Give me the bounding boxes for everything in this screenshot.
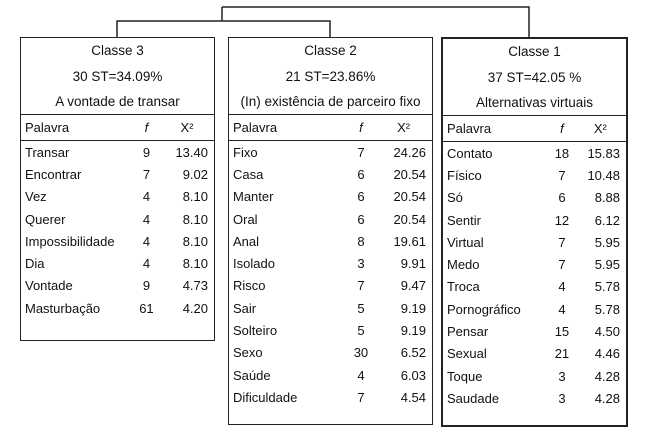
- word-cell: Masturbação: [25, 300, 101, 316]
- word-cell: Sair: [233, 300, 257, 316]
- col-header-f: f: [549, 116, 575, 142]
- word-cell: Fixo: [233, 144, 258, 160]
- table-row: [21, 208, 214, 230]
- chi-square-cell: 13.40: [175, 144, 208, 160]
- chi-square-cell: 4.46: [594, 346, 620, 362]
- table-row: [21, 163, 214, 185]
- frequency-cell: 3: [558, 390, 566, 406]
- word-cell: Sexual: [447, 346, 487, 362]
- chi-square-cell: 9.02: [182, 166, 208, 182]
- class-1-table: [443, 116, 626, 410]
- word-cell: Manter: [233, 189, 274, 205]
- chi-square-cell: 4.28: [594, 390, 620, 406]
- word-cell: Oral: [233, 211, 258, 227]
- chi-square-cell: 4.73: [182, 278, 208, 294]
- chi-square-cell: 19.61: [393, 233, 426, 249]
- word-cell: Saúde: [233, 367, 271, 383]
- frequency-cell: 4: [142, 211, 151, 227]
- chi-square-cell: 8.10: [182, 256, 208, 272]
- chi-square-cell: 9.19: [400, 323, 426, 339]
- col-header-chi: X²: [375, 115, 432, 141]
- table-row: [229, 364, 432, 386]
- class-3-count: 30 ST=34.09%: [72, 69, 163, 84]
- table-row: [229, 208, 432, 230]
- chi-square-cell: 4.28: [594, 368, 620, 384]
- col-header-chi: X²: [160, 115, 214, 141]
- word-cell: Só: [447, 190, 463, 206]
- chi-square-cell: 5.78: [594, 301, 620, 317]
- col-header-word: Palavra: [21, 115, 133, 141]
- chi-square-cell: 15.83: [587, 145, 620, 161]
- class-3-header: [21, 38, 214, 115]
- chi-square-cell: 20.54: [393, 211, 426, 227]
- table-row: [21, 275, 214, 297]
- table-row: [229, 141, 432, 164]
- chi-square-cell: 9.91: [400, 256, 426, 272]
- table-row: [443, 365, 626, 387]
- chi-square-cell: 8.10: [182, 211, 208, 227]
- frequency-cell: 18: [554, 145, 570, 161]
- frequency-cell: 7: [558, 257, 566, 273]
- frequency-cell: 6: [357, 189, 365, 205]
- word-cell: Pornográfico: [447, 301, 521, 317]
- col-header-f: f: [133, 115, 160, 141]
- chi-square-cell: 8.10: [182, 189, 208, 205]
- chi-square-cell: 6.03: [400, 367, 426, 383]
- frequency-cell: 12: [554, 212, 570, 228]
- frequency-cell: 61: [139, 300, 154, 316]
- col-header-word: Palavra: [443, 116, 549, 142]
- class-3-title: Classe 3: [91, 43, 144, 58]
- frequency-cell: 4: [558, 301, 566, 317]
- class-2-theme: (In) existência de parceiro fixo: [240, 94, 421, 109]
- chi-square-cell: 4.50: [594, 324, 620, 340]
- frequency-cell: 7: [357, 389, 365, 405]
- table-row: [229, 342, 432, 364]
- word-cell: Querer: [25, 211, 66, 227]
- table-row: [229, 186, 432, 208]
- chi-square-cell: 9.19: [400, 300, 426, 316]
- table-row: [443, 231, 626, 253]
- chi-square-cell: 20.54: [393, 166, 426, 182]
- frequency-cell: 7: [558, 167, 566, 183]
- frequency-cell: 6: [357, 211, 365, 227]
- chi-square-cell: 6.52: [400, 345, 426, 361]
- word-cell: Isolado: [233, 256, 275, 272]
- frequency-cell: 9: [142, 144, 151, 160]
- class-2-header: [229, 38, 432, 115]
- frequency-cell: 4: [357, 367, 365, 383]
- frequency-cell: 7: [357, 144, 365, 160]
- frequency-cell: 3: [558, 368, 566, 384]
- chi-square-cell: 5.95: [594, 257, 620, 273]
- col-header-chi: X²: [575, 116, 626, 142]
- table-row: [229, 252, 432, 274]
- table-row: [443, 142, 626, 165]
- chi-square-cell: 8.88: [594, 190, 620, 206]
- table-row: [443, 298, 626, 320]
- class-2-title: Classe 2: [304, 43, 357, 58]
- chi-square-cell: 4.20: [182, 300, 208, 316]
- class-1-box: [441, 37, 628, 427]
- table-row: [21, 252, 214, 274]
- word-cell: Vontade: [25, 278, 73, 294]
- frequency-cell: 3: [357, 256, 365, 272]
- frequency-cell: 4: [142, 189, 151, 205]
- col-header-word: Palavra: [229, 115, 347, 141]
- frequency-cell: 30: [353, 345, 369, 361]
- frequency-cell: 4: [142, 233, 151, 249]
- class-3-table: [21, 115, 214, 319]
- class-1-header: [443, 39, 626, 116]
- table-row: [229, 163, 432, 185]
- word-cell: Dificuldade: [233, 389, 298, 405]
- word-cell: Medo: [447, 257, 480, 273]
- word-cell: Encontrar: [25, 166, 82, 182]
- word-cell: Contato: [447, 145, 493, 161]
- word-cell: Dia: [25, 256, 45, 272]
- frequency-cell: 8: [357, 233, 365, 249]
- word-cell: Vez: [25, 189, 47, 205]
- frequency-cell: 7: [558, 234, 566, 250]
- table-row: [21, 297, 214, 319]
- table-row: [443, 387, 626, 409]
- table-row: [229, 319, 432, 341]
- word-cell: Virtual: [447, 234, 484, 250]
- word-cell: Transar: [25, 144, 70, 160]
- table-row: [443, 164, 626, 186]
- class-1-title: Classe 1: [508, 44, 561, 59]
- word-cell: Troca: [447, 279, 480, 295]
- chi-square-cell: 9.47: [400, 278, 426, 294]
- chi-square-cell: 5.78: [594, 279, 620, 295]
- word-cell: Impossibilidade: [25, 233, 115, 249]
- chi-square-cell: 5.95: [594, 234, 620, 250]
- table-row: [443, 320, 626, 342]
- frequency-cell: 7: [142, 166, 151, 182]
- table-row: [21, 186, 214, 208]
- frequency-cell: 5: [357, 323, 365, 339]
- word-cell: Anal: [233, 233, 260, 249]
- word-cell: Sexo: [233, 345, 263, 361]
- class-3-box: [20, 37, 215, 341]
- word-cell: Risco: [233, 278, 266, 294]
- frequency-cell: 6: [357, 166, 365, 182]
- frequency-cell: 21: [554, 346, 570, 362]
- table-row: [21, 141, 214, 164]
- frequency-cell: 5: [357, 300, 365, 316]
- class-2-count: 21 ST=23.86%: [285, 69, 376, 84]
- frequency-cell: 6: [558, 190, 566, 206]
- word-cell: Pensar: [447, 324, 489, 340]
- chi-square-cell: 20.54: [393, 189, 426, 205]
- table-row: [443, 276, 626, 298]
- col-header-f: f: [347, 115, 375, 141]
- table-row: [443, 187, 626, 209]
- class-1-theme: Alternativas virtuais: [475, 95, 594, 110]
- table-row: [229, 297, 432, 319]
- chi-square-cell: 4.54: [400, 389, 426, 405]
- word-cell: Físico: [447, 167, 482, 183]
- word-cell: Saudade: [447, 390, 500, 406]
- class-1-count: 37 ST=42.05 %: [487, 70, 582, 85]
- frequency-cell: 4: [558, 279, 566, 295]
- frequency-cell: 4: [142, 256, 151, 272]
- table-row: [229, 275, 432, 297]
- table-row: [229, 386, 432, 408]
- frequency-cell: 9: [142, 278, 151, 294]
- table-row: [229, 230, 432, 252]
- word-cell: Toque: [447, 368, 483, 384]
- word-cell: Casa: [233, 166, 264, 182]
- chi-square-cell: 6.12: [594, 212, 620, 228]
- class-2-table: [229, 115, 432, 409]
- chi-square-cell: 24.26: [393, 144, 426, 160]
- table-row: [443, 343, 626, 365]
- chi-square-cell: 10.48: [587, 167, 620, 183]
- chi-square-cell: 8.10: [182, 233, 208, 249]
- frequency-cell: 15: [554, 324, 570, 340]
- class-3-theme: A vontade de transar: [55, 94, 180, 109]
- table-row: [443, 253, 626, 275]
- class-2-box: [228, 37, 433, 425]
- word-cell: Solteiro: [233, 323, 278, 339]
- frequency-cell: 7: [357, 278, 365, 294]
- table-row: [21, 230, 214, 252]
- table-row: [443, 209, 626, 231]
- word-cell: Sentir: [447, 212, 481, 228]
